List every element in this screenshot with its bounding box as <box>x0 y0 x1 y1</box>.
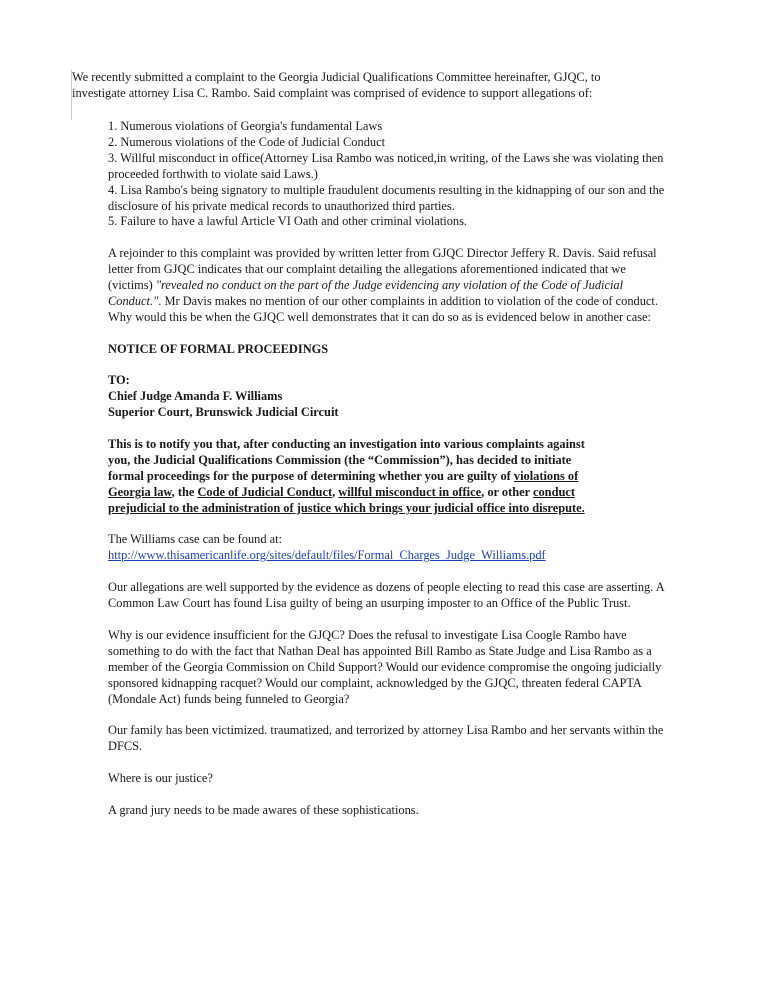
rejoinder-paragraph <box>108 246 668 326</box>
notice-to: TO: <box>108 373 130 388</box>
williams-case-link[interactable]: http://www.thisamericanlife.org/sites/default/files/Formal_Charges_Judge_Williams.pdf <box>108 548 546 563</box>
notice-heading: NOTICE OF FORMAL PROCEEDINGS <box>108 341 329 356</box>
rejoinder-text-2: . Mr Davis makes no mention of our other complaints in addition to violation of the code of conduct. Why would this be when the GJQC well demonstrates that it can do so as is evidenced below in another case: <box>108 293 658 324</box>
list-item: 1. Numerous violations of Georgia's fundamental Laws <box>108 119 383 133</box>
notice-recipient-court: Superior Court, Brunswick Judicial Circuit <box>108 405 339 420</box>
insufficient-paragraph: Why is our evidence insufficient for the GJQC? Does the refusal to investigate Lisa Coogle Rambo have something to do with the fact that Nathan Deal has appointed Bill Rambo as State Judge and Lisa Rambo as a member of the Georgia Commission on Child Support? Would our evidence compromise the ongoing judicially sponsored kidnapping racquet? Would our complaint, acknowledged by the GJQC, threaten federal CAPTA (Mondale Act) funds being funneled to Georgia? <box>108 627 662 706</box>
notice-separator: , the <box>171 484 198 499</box>
list-item: 2. Numerous violations of the Code of Judicial Conduct <box>108 134 386 149</box>
victimized-paragraph: Our family has been victimized. traumatized, and terrorized by attorney Lisa Rambo and her servants within the DFCS. <box>108 723 664 754</box>
rejoinder-text: A rejoinder to this complaint was provided by written letter from GJQC Director Jeffery R. Davis. Said refusal letter from GJQC indicates that our complaint detailing the allegations aforementioned indicated that we (victims) <box>108 246 657 293</box>
grand-jury-paragraph: A grand jury needs to be made awares of these sophistications. <box>108 802 419 817</box>
notice-separator: , or other <box>481 484 533 499</box>
supported-paragraph: Our allegations are well supported by the evidence as dozens of people electing to read this case are asserting. A Common Law Court has found Lisa guilty of being an usurping imposter to an Office of the Public Trust. <box>108 580 665 611</box>
list-item: 3. Willful misconduct in office(Attorney Lisa Rambo was noticed,in writing, of the Laws she was violating then proceeded forthwith to violate said Laws.) <box>108 150 664 181</box>
notice-body-text: This is to notify you that, after conducting an investigation into various complaints against you, the Judicial Qualifications Commission (the “Commission”), has decided to initiate formal proceedings for the purpose of determining whether you are guilty of <box>108 437 585 483</box>
intro-line-2: investigate attorney Lisa C. Rambo. Said complaint was comprised of evidence to support allegations of: <box>72 85 593 100</box>
allegations-list <box>108 119 668 230</box>
notice-violation-1: violations of Georgia law <box>108 468 579 499</box>
notice-recipient-name: Chief Judge Amanda F. Williams <box>108 389 283 404</box>
intro-line-1: We recently submitted a complaint to the Georgia Judicial Qualifications Committee hereinafter, GJQC, to <box>72 70 601 84</box>
list-item: 5. Failure to have a lawful Article VI Oath and other criminal violations. <box>108 214 468 229</box>
document-body <box>108 119 668 819</box>
justice-paragraph: Where is our justice? <box>108 771 213 786</box>
intro-paragraph <box>72 70 672 102</box>
notice-separator: , <box>332 484 339 499</box>
notice-body <box>108 437 588 517</box>
notice-violation-4: conduct prejudicial to the administration of justice which brings your judicial office into disrepute. <box>108 484 585 515</box>
rejoinder-quote: "revealed no conduct on the part of the Judge evidencing any violation of the Code of Judicial Conduct." <box>108 278 624 308</box>
notice-violation-2: Code of Judicial Conduct <box>197 484 333 499</box>
notice-violation-3: willful misconduct in office <box>338 484 482 499</box>
williams-case-text: The Williams case can be found at: <box>108 532 283 547</box>
list-item: 4. Lisa Rambo's being signatory to multiple fraudulent documents resulting in the kidnapping of our son and the disclosure of his private medical records to unauthorized third parties. <box>108 182 665 213</box>
